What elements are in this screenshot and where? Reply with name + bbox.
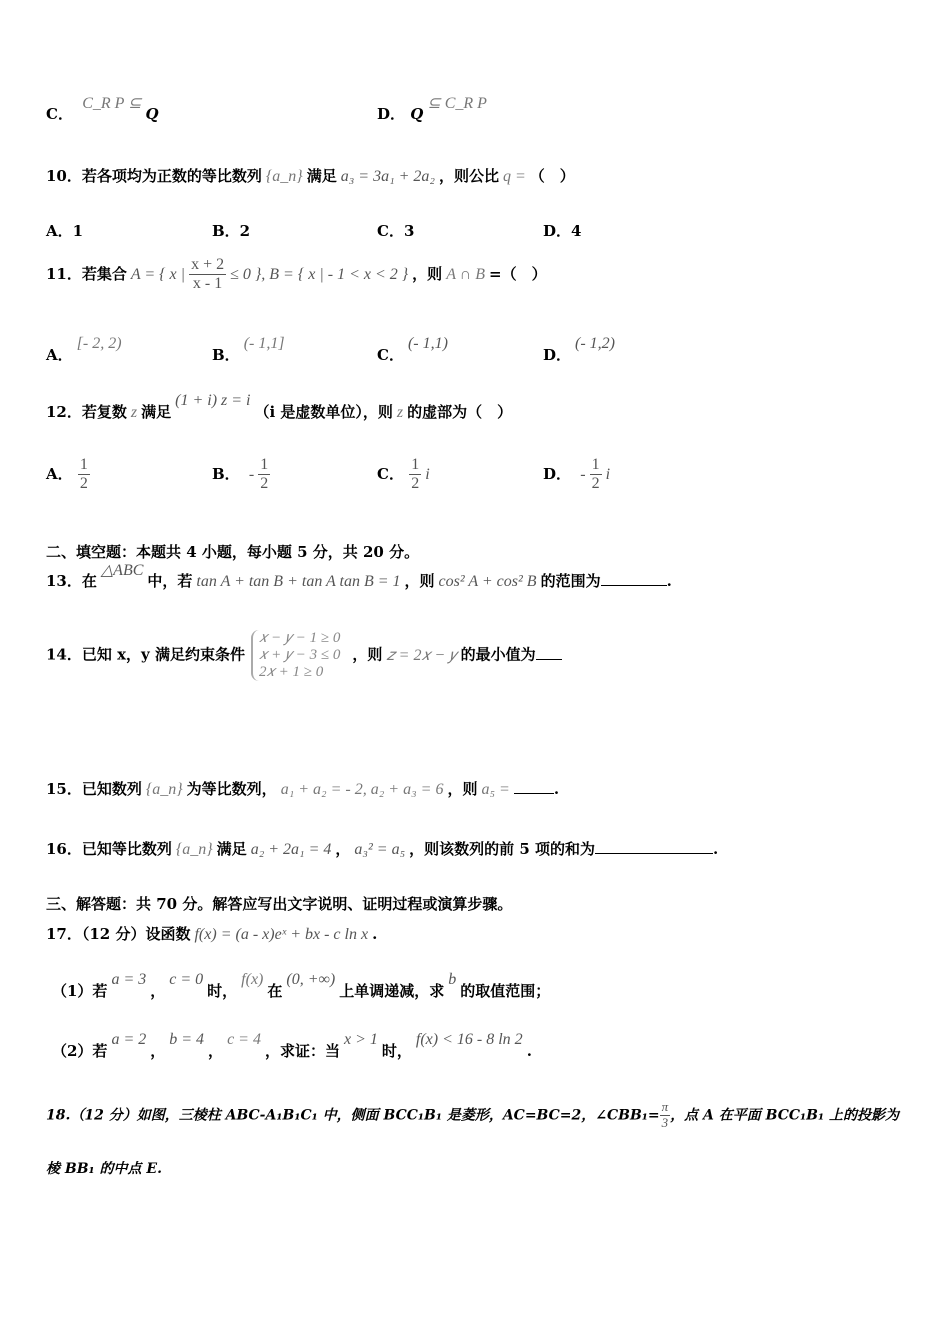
question-11 [46,256,910,294]
math-expr: (- 1,2) [575,335,615,352]
set-fraction [189,256,226,294]
fraction [409,456,421,494]
question-17-part-1 [52,971,910,1001]
question-text: ， [208,1042,224,1060]
math-expr: f(x) = (a - x)eˣ + bx - c ln x [194,926,369,943]
q12-option-c [377,456,434,494]
fraction-denominator: 2 [591,475,600,493]
question-text: 中，若 [147,572,193,590]
math-expr: A ∩ B [446,265,485,283]
option-label: D． [543,346,572,364]
math-expr: - [580,465,586,483]
question-text: ，则公比 [438,167,499,185]
option-label: D． [377,105,406,123]
math-expr: f(x) < 16 - 8 ln 2 [415,1031,523,1048]
math-expr: [- 2, 2) [76,335,122,352]
option-label: B． [212,464,240,483]
math-expr: {a_n} [175,841,213,858]
question-text: . [553,780,560,798]
math-expr: A = { x | [130,265,186,283]
q12-option-d [543,456,614,494]
math-expr: (- 1,1) [407,335,448,352]
question-text: 为等比数列， [186,780,277,798]
question-text: （ ） [529,167,575,185]
answer-blank[interactable] [536,645,562,660]
question-text: . [713,840,719,858]
math-expr: a₁ + a₂ = - 2, a₂ + a₃ = 6 [280,781,444,798]
question-text: 18.（12 分）如图，三棱柱 ABC-A₁B₁C₁ 中，侧面 BCC₁B₁ 是菱形，AC=BC=2，∠CBB₁= [46,1107,660,1124]
answer-blank[interactable] [595,839,713,854]
question-text: （i 是虚数单位），则 [254,403,393,421]
question-text: 10．若各项均为正数的等比数列 [46,167,262,185]
option-label: A． [46,346,73,364]
answer-blank[interactable] [601,571,667,586]
question-15 [46,778,910,799]
fraction-denominator: 3 [661,1114,669,1130]
math-expr: a₃ = 3a₁ + 2a₂ [340,168,435,185]
math-expr: tan A + tan B + tan A tan B = 1 [196,573,401,590]
math-expr: cos² A + cos² B [438,573,537,590]
question-text: 17．（12 分）设函数 [46,925,191,943]
math-expr: i [605,465,611,483]
math-expr: a = 2 [111,1031,147,1048]
question-text: 满足 [141,403,172,421]
math-expr: c = 4 [227,1031,261,1048]
question-text: （1）若 [52,982,108,1000]
fraction-numerator: 1 [258,456,270,475]
question-18 [46,1100,910,1131]
question-text: 14．已知 x，y 满足约束条件 [46,645,245,664]
fraction [78,456,90,494]
constraint-line: 𝑥 − 𝑦 − 1 ≥ 0 [258,630,341,646]
q10-option-a: A．1 [46,222,84,240]
math-expr: {a_n} [265,168,303,185]
math-expr: b = 4 [169,1031,205,1048]
question-text: 的最小值为 [460,645,536,664]
question-16 [46,838,910,859]
question-17 [46,923,910,944]
q10-option-d: D．4 [543,222,582,240]
fraction-numerator: 1 [590,456,602,475]
math-expr: i [425,465,430,483]
math-expr: (0, +∞) [286,971,336,988]
answer-blank[interactable] [514,779,554,794]
section-heading-solutions: 三、解答题：共 70 分。解答应写出文字说明、证明过程或演算步骤。 [46,895,513,913]
fraction-denominator: 2 [79,475,88,493]
question-text: ，点 A 在平面 BCC₁B₁ 上的投影为 [670,1107,900,1124]
math-expr: z [130,404,138,421]
q10-option-c: C．3 [377,222,415,240]
option-label: B． [212,346,240,364]
math-expr: a₂ + 2a₁ = 4 [250,841,332,858]
question-text: ，则 [404,572,435,590]
question-text: ，则该数列的前 5 项的和为 [409,840,596,858]
question-text: 时， [207,982,238,1000]
q12-option-b [212,456,270,494]
question-text: ，则 [352,645,383,664]
math-expr: x > 1 [343,1031,378,1048]
q11-option-a [46,335,126,365]
option-label: C． [46,105,73,123]
option-label: A． [46,464,73,483]
question-text: 满足 [216,840,247,858]
fraction-denominator: 2 [260,475,269,493]
question-text: （2）若 [52,1042,108,1060]
question-text: ，则 [412,264,443,283]
constraint-line: 𝑥 + 𝑦 − 3 ≤ 0 [258,647,341,663]
question-18-line-2: 棱 BB₁ 的中点 E. [46,1161,162,1177]
math-expr: c = 0 [169,971,204,988]
question-text: 13．在 [46,572,97,590]
question-text: 上单调递减，求 [339,982,445,1000]
math-expr: b [448,971,457,988]
math-expr: ⊆ C_R P [427,95,487,112]
question-text: ，求证：当 [264,1042,340,1060]
fraction-denominator: 2 [411,475,420,493]
fraction-numerator: 1 [78,456,90,475]
question-text: 时， [381,1042,412,1060]
fraction-numerator: π [661,1099,669,1114]
math-expr: f(x) [241,971,264,988]
option-label: C． [377,464,404,483]
question-14 [46,630,910,681]
math-expr: - [248,465,255,483]
math-expr: C_R P ⊆ [82,95,142,112]
question-text: ， [335,840,351,858]
section-heading-fill-in: 二、填空题：本题共 4 小题，每小题 5 分，共 20 分。 [46,543,420,561]
question-text: ， [150,982,166,1000]
option-label: C． [377,346,404,364]
question-text: ，则 [447,780,478,798]
q9-option-c [46,95,159,125]
fraction [258,456,270,494]
math-expr: {a_n} [145,781,183,798]
question-text: 11．若集合 [46,264,127,283]
question-17-part-2 [52,1031,910,1061]
math-expr: △ABC [100,562,144,579]
q9-option-d [377,95,491,125]
math-expr: 𝑧 = 2𝑥 − 𝑦 [386,646,457,664]
fraction [590,456,602,494]
constraint-line: 2𝑥 + 1 ≥ 0 [258,664,324,680]
fraction-denominator: x - 1 [192,275,223,293]
fraction-numerator: 1 [409,456,421,475]
question-text: 的范围为 [540,572,601,590]
question-text: 15．已知数列 [46,780,142,798]
fraction-numerator: x + 2 [189,256,226,275]
fraction [660,1100,671,1131]
question-text: . [526,1042,532,1060]
math-expr: q = [503,168,526,185]
math-expr: a₃² = a₅ [354,841,406,858]
question-13 [46,562,910,592]
question-text: =（ ） [489,264,547,283]
question-text: 在 [267,982,283,1000]
question-text: 16．已知等比数列 [46,840,172,858]
math-expr: a = 3 [111,971,147,988]
question-text: . [666,572,672,590]
math-expr: ≤ 0 }, B = { x | - 1 < x < 2 } [230,265,409,283]
option-label: D． [543,464,572,483]
q11-option-c [377,335,452,365]
question-text: 的虚部为（ ） [407,403,513,421]
q11-option-d [543,335,619,365]
question-text: 的取值范围； [460,982,551,1000]
math-expr: z [396,404,404,421]
math-expr: Q [145,105,159,123]
question-text: 满足 [306,167,337,185]
question-text: 12．若复数 [46,403,127,421]
question-text: ， [150,1042,166,1060]
question-text: . [372,925,378,943]
math-expr: (1 + i) z = i [175,392,251,409]
math-expr: (- 1,1] [243,335,285,352]
math-expr: Q [410,105,424,123]
question-10 [46,165,910,186]
question-12 [46,392,910,422]
q10-option-b: B．2 [212,222,251,240]
math-expr: a₅ = [481,781,510,798]
q12-option-a [46,456,90,494]
q11-option-b [212,335,289,365]
constraint-system [251,630,346,681]
